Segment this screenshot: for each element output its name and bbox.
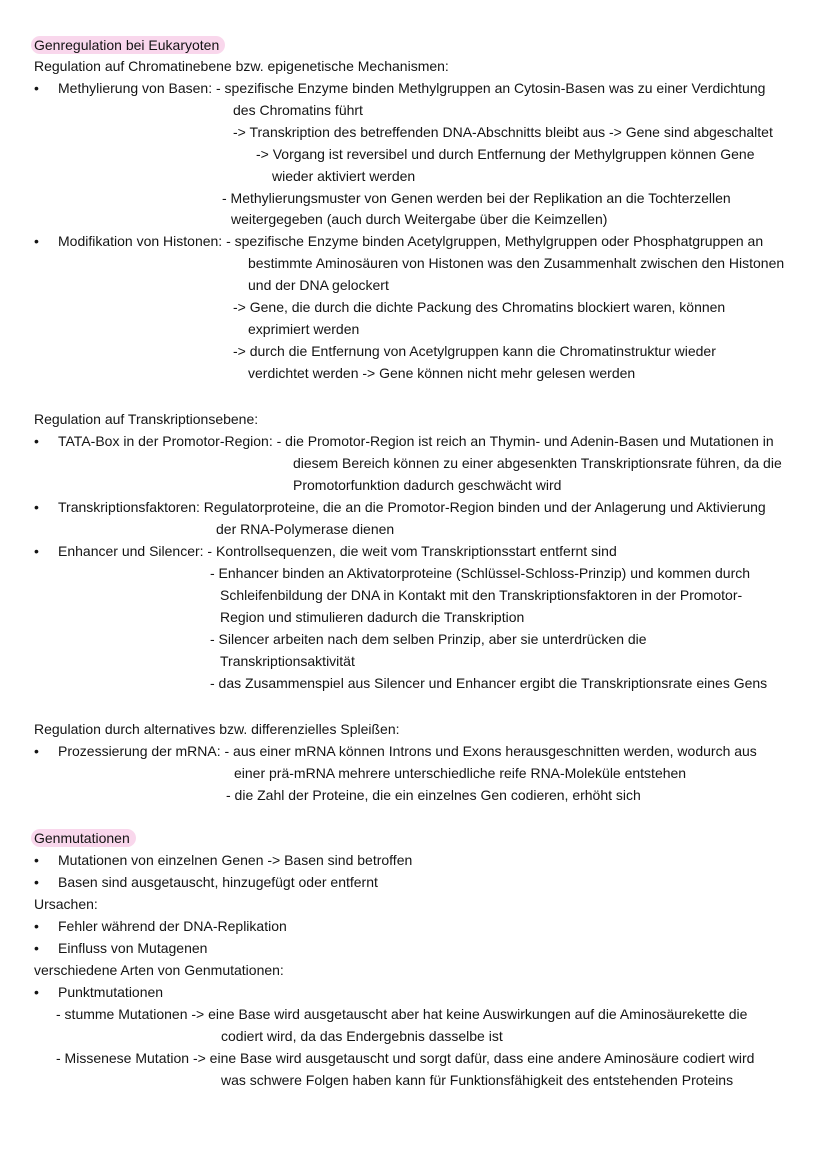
text-line: - das Zusammenspiel aus Silencer und Enhancer ergibt die Transkriptionsrate eines Gens — [210, 675, 768, 691]
bullet-icon: • — [34, 940, 39, 956]
bullet-icon: • — [34, 918, 39, 934]
text-line: Modifikation von Histonen: - spezifische Enzyme binden Acetylgruppen, Methylgruppen oder Phosphatgruppen an — [58, 233, 764, 249]
text-line: diesem Bereich können zu einer abgesenkten Transkriptionsrate führen, da die — [293, 455, 782, 471]
text-line: -> Gene, die durch die dichte Packung des Chromatins blockiert waren, können — [233, 299, 726, 315]
text-line: Fehler während der DNA-Replikation — [58, 918, 287, 934]
bullet-icon: • — [34, 852, 39, 868]
text-line: und der DNA gelockert — [248, 277, 389, 293]
text-line: codiert wird, da das Endergebnis dasselbe ist — [221, 1028, 503, 1044]
text-line: wieder aktiviert werden — [272, 168, 416, 184]
text-line: Regulation auf Transkriptionsebene: — [34, 411, 259, 427]
text-line: Schleifenbildung der DNA in Kontakt mit den Transkriptionsfaktoren in der Promotor- — [220, 587, 743, 603]
text-line: was schwere Folgen haben kann für Funktionsfähigkeit des entstehenden Proteins — [221, 1072, 734, 1088]
text-line: des Chromatins führt — [233, 102, 363, 118]
text-line: - die Zahl der Proteine, die ein einzelnes Gen codieren, erhöht sich — [226, 787, 641, 803]
text-line: Transkriptionsfaktoren: Regulatorproteine, die an die Promotor-Region binden und der Anlagerung und Aktivierung — [58, 499, 766, 515]
text-line: einer prä-mRNA mehrere unterschiedliche reife RNA-Moleküle entstehen — [234, 765, 687, 781]
text-line: exprimiert werden — [248, 321, 360, 337]
bullet-icon: • — [34, 233, 39, 249]
bullet-icon: • — [34, 874, 39, 890]
text-line: Mutationen von einzelnen Genen -> Basen sind betroffen — [58, 852, 413, 868]
text-line: Promotorfunktion dadurch geschwächt wird — [293, 477, 562, 493]
text-line: TATA-Box in der Promotor-Region: - die Promotor-Region ist reich an Thymin- und Adenin-Basen und Mutationen in — [58, 433, 774, 449]
text-line: verdichtet werden -> Gene können nicht mehr gelesen werden — [248, 365, 636, 381]
bullet-icon: • — [34, 80, 39, 96]
text-line: bestimmte Aminosäuren von Histonen was den Zusammenhalt zwischen den Histonen — [248, 255, 785, 271]
text-line: - Silencer arbeiten nach dem selben Prinzip, aber sie unterdrücken die — [210, 631, 647, 647]
text-line: Region und stimulieren dadurch die Transkription — [220, 609, 525, 625]
text-line: - stumme Mutationen -> eine Base wird ausgetauscht aber hat keine Auswirkungen auf die Aminosäurekette die — [56, 1006, 748, 1022]
text-line: Methylierung von Basen: - spezifische Enzyme binden Methylgruppen an Cytosin-Basen was zu einer Verdichtung — [58, 80, 766, 96]
section-heading: Genregulation bei Eukaryoten — [31, 36, 225, 54]
text-line: der RNA-Polymerase dienen — [216, 521, 395, 537]
bullet-icon: • — [34, 433, 39, 449]
text-line: - Methylierungsmuster von Genen werden bei der Replikation an die Tochterzellen — [222, 190, 731, 206]
text-line: Ursachen: — [34, 896, 98, 912]
bullet-icon: • — [34, 543, 39, 559]
text-line: -> Vorgang ist reversibel und durch Entfernung der Methylgruppen können Gene — [256, 146, 755, 162]
text-line: weitergegeben (auch durch Weitergabe über die Keimzellen) — [231, 211, 608, 227]
text-line: Punktmutationen — [58, 984, 164, 1000]
text-line: Einfluss von Mutagenen — [58, 940, 208, 956]
bullet-icon: • — [34, 984, 39, 1000]
bullet-icon: • — [34, 743, 39, 759]
text-line: Prozessierung der mRNA: - aus einer mRNA können Introns und Exons herausgeschnitten werden, wodurch aus — [58, 743, 757, 759]
text-line: verschiedene Arten von Genmutationen: — [34, 962, 284, 978]
text-line: Regulation durch alternatives bzw. differenzielles Spleißen: — [34, 721, 400, 737]
bullet-icon: • — [34, 499, 39, 515]
text-line: - Missenese Mutation -> eine Base wird ausgetauscht und sorgt dafür, dass eine andere Aminosäure codiert wird — [56, 1050, 755, 1066]
text-line: Transkriptionsaktivität — [220, 653, 355, 669]
text-line: Enhancer und Silencer: - Kontrollsequenzen, die weit vom Transkriptionsstart entfernt sind — [58, 543, 617, 559]
section-heading: Genmutationen — [31, 829, 136, 847]
text-line: Regulation auf Chromatinebene bzw. epigenetische Mechanismen: — [34, 58, 449, 74]
text-line: - Enhancer binden an Aktivatorproteine (Schlüssel-Schloss-Prinzip) und kommen durch — [210, 565, 751, 581]
text-line: Basen sind ausgetauscht, hinzugefügt oder entfernt — [58, 874, 378, 890]
text-line: -> durch die Entfernung von Acetylgruppen kann die Chromatinstruktur wieder — [233, 343, 716, 359]
text-line: -> Transkription des betreffenden DNA-Abschnitts bleibt aus -> Gene sind abgeschaltet — [233, 124, 773, 140]
